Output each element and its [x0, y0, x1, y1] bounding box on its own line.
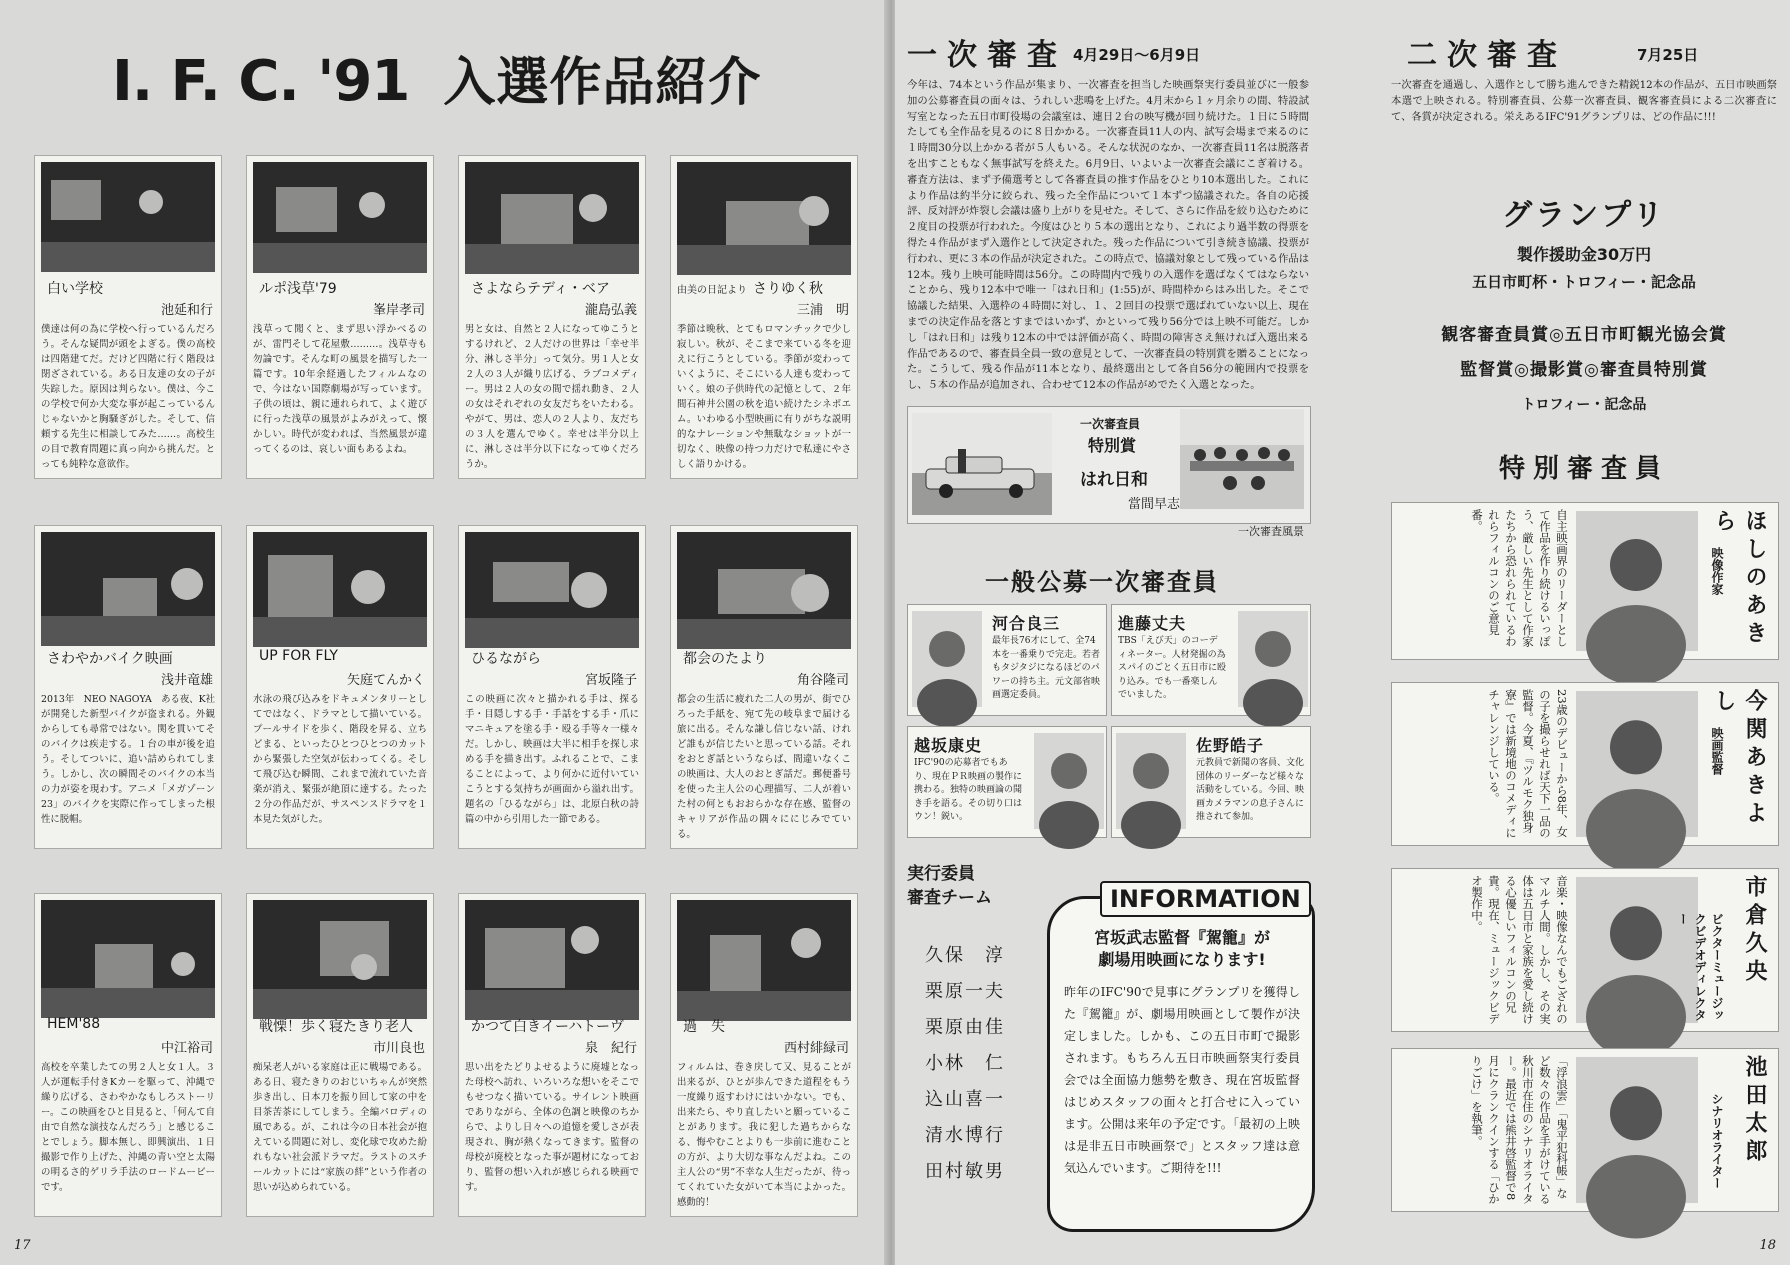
film-synopsis: 都会の生活に疲れた二人の男が、街でひろった手紙を、宛て先の岐阜まで届ける旅に出る。そんな謙し信じない話、けれど誰もが信じたいと思っている話。それをおとぎ話というならば、間違いなくこの映画は、大人のおとぎ話だ。郵便番号を使った主人公の心理描写、二人が着いた村の何ともおおらかな存在感、監督のキャリアが作品の隅々ににじみでている。 [677, 694, 851, 840]
film-title-line [41, 1016, 100, 1032]
car-photo [912, 413, 1052, 515]
film-title-line [465, 1016, 624, 1036]
film-director: 峯岸孝司 [372, 303, 425, 318]
committee-member: 栗原由佳 [925, 1017, 1005, 1038]
film-director: 泉 紀行 [584, 1041, 637, 1056]
special-judges-title: 特別審査員 [1498, 454, 1669, 484]
film-synopsis: 男と女は、自然と２人になってゆこうとするけれど、２人だけの世界は「幸せ半分、淋しさ半分」って気分。男１人と女２人の３人が織り広げる、ラブコメディー。男は２人の女の間で揺れ動き、２人の女はそれぞれの女友だちをいたわる。やがて、男は、恋人の２人より、友だちの３人を選んでゆく。幸せは半分以上に、淋しさは半分以下になってゆくだろうか。 [465, 324, 639, 470]
film-director: 矢庭てんかく [346, 673, 425, 688]
committee-member: 込山喜一 [925, 1089, 1005, 1110]
information-box [1047, 885, 1315, 1232]
judge-portrait [1116, 733, 1186, 829]
film-still-photo [677, 900, 851, 1010]
first-review-body: 今年は、74本という作品が集まり、一次審査を担当した映画祭実行委員並びに一般参加の公募審査員の面々は、うれしい悲鳴を上げた。4月末から１ヶ月余りの間、特設試写室となった五日市町役場の会議室は、連日２台の映写機が回り続けた。１日に５時間たしても全作品を見るのに８日かかる。一次審査員11人の内、試写会場まで来るのに１時間30分以上かかる者が５人もいる。そんな状況のなか、一次審査員11名は脱落者を出すこともなく無事試写を終えた。6月9日、いよいよ一次審査会議にこぎ着ける。審査方法は、まず予備選考として各審査員の推す作品をひとり10本選出した。これにより作品は約半分に絞られ、残った全作品について１本ずつ協議された。各自の応援評、反対評が炸裂し会議は盛り上がりを見せた。そして、さらに作品を絞り込むために２度目の投票が行われた。今度はひとり５本の選出となり、これにより過半数の得票を得た４作品がまず入選作として決定された。残った作品について引き続き協議、投票が行われ、更に３本の作品が決定された。この時点で、協議対象として残っている作品は12本。残り上映可能時間は56分。この時間内で残りの入選作を選ばなくてはならないことから、残り12本中で唯一「はれ日和」(1:55)が、時間枠からはみ出した。そこで協議した結果、入選枠の４時間に対し、１、２回目の投票で選ばれていない以上、現在までの決定作品を落とすまではいかず、かといって残り56分では上映不可能だ。しかし「はれ日和」は残り12本の中では評価が高く、時間の障害さえ無ければ入選出来る作品であるので、審査員全員一致の意見として、一次審査員の特別賞を贈ることになった。こうして、残る作品が11本となり、最終選出として各自56分の範囲内で投票をし、５本の作品が追加され、合わせて12本の作品がめでたく入選となった。 [907, 79, 1310, 392]
film-synopsis: 高校を卒業したての男２人と女１人。３人が運転手付きKカーを駆って、沖縄で繰り広げる、さわやかなもしろストーリー。この映画をひと目見ると、「何んて自由で自然な演技なんだろう」と感じることでしょう。脚本無し、即興演出、１日撮影で作り上げた、沖縄の青い空と太陽の明るさ的ゲリラ手法のロードムービーです。 [41, 1062, 215, 1193]
film-card [670, 893, 858, 1217]
film-title: HEM'88 [47, 1016, 101, 1032]
second-review-date: 7月25日 [1637, 46, 1699, 64]
special-judge-portrait [1576, 1057, 1698, 1203]
award-label-2: 特別賞 [1088, 436, 1137, 455]
special-judge-description: 自主映画界のリーダーとして作品を作り続けるいっぽう、厳しい先生として作家たちから恐れられているわれらフィルコンのご意見番。 [1470, 509, 1569, 647]
film-still-photo [465, 900, 639, 1010]
special-judge-role: 映像作家 [1710, 547, 1724, 595]
film-card [670, 155, 858, 479]
film-still-photo [465, 532, 639, 642]
grand-prix-items: 五日市町杯・トロフィー・記念品 [1472, 273, 1696, 291]
film-synopsis: フィルムは、巻き戻して又、見ることが出来るが、ひとが歩んできた道程をもう一度繰り返すわけにはいかない。でも、出来たら、やり直したいと願っていることがあります。我に犯した過ちからなる、悔やむことよりも一歩前に進むことの方が、より大切な事なんだよね。この主人公の“男”不幸な人生だったが、待ってくれていた女がいて本当によかった。感動的！ [677, 1062, 851, 1208]
film-still-photo [677, 162, 851, 272]
public-judges-title: 一般公募一次審査員 [985, 568, 1219, 596]
special-judge-name: 今関あきよし [1711, 689, 1767, 829]
film-card [458, 893, 646, 1217]
special-judge-role: シナリオライター [1710, 1093, 1724, 1189]
grand-prix-prize: 製作援助金30万円 [1516, 245, 1652, 264]
film-card [246, 525, 434, 849]
committee-header [907, 862, 992, 910]
film-director: 瀧島弘義 [584, 303, 637, 318]
first-review-title: 一次審査 [907, 38, 1067, 73]
film-title-line [677, 648, 767, 668]
special-judge-portrait [1576, 511, 1698, 651]
committee-member: 清水博行 [925, 1125, 1005, 1146]
awards-line-1: 観客審査員賞◎五日市町観光協会賞 [1441, 325, 1727, 345]
public-judge-card [907, 604, 1107, 716]
film-synopsis: 2013年 NEO NAGOYA ある夜、K社が開発した新型バイクが盗まれる。外観からしても尋常ではない。関を貫いてそのバイクは疾走する。１台の車が後を追う。そしてついに、追い詰められてしまう。しかし、次の瞬間そのバイクの本当の力が姿を現わす。アニメ「メガゾーン23」のバイクを実際に作ってしまった根性に脱帽。 [41, 694, 215, 825]
film-card [458, 525, 646, 849]
film-director: 市川良也 [372, 1041, 425, 1056]
awards-items: トロフィー・記念品 [1521, 397, 1647, 413]
public-judge-card [907, 726, 1107, 838]
film-still-photo [41, 900, 215, 1010]
judge-portrait [1238, 611, 1308, 707]
committee-title-1: 実行委員 [907, 864, 975, 884]
film-director: 三浦 明 [796, 303, 849, 318]
film-card [34, 155, 222, 479]
film-title: UP FOR FLY [259, 648, 338, 664]
special-award-panel [907, 406, 1311, 538]
film-director: 浅井竜雄 [160, 673, 213, 688]
film-director: 宮坂隆子 [584, 673, 637, 688]
special-judge-description: 23歳のデビューから8年、女の子を撮らせれば天下一品の監督。今夏、『ツルモク独身寮』では新境地のコメディにチャレンジしている。 [1487, 689, 1569, 839]
special-judge-card [1391, 682, 1779, 846]
committee-member: 小林 仁 [925, 1053, 1005, 1074]
second-review-title: 二次審査 [1407, 38, 1567, 73]
page-number-right: 18 [1759, 1238, 1776, 1253]
public-judge-card [1111, 726, 1311, 838]
film-title-line [253, 1016, 413, 1036]
film-title-line [677, 278, 823, 298]
film-synopsis: 僕達は何の為に学校へ行っているんだろう。そんな疑問が頭をよぎる。僕の高校は四階建てだ。だけど四階に行く階段は閉ざされている。ある日友達の女の子が失踪した。原因は判らない。僕は、今この学校で何か大変な事が起こっているんじゃないかと胸騒ぎがした。そして、信頼する先生に相談してみた……。高校生の目で教育問題に真っ向から挑んだ。とっても純粋な意欲作。 [41, 324, 215, 470]
review-scene-photo [1180, 409, 1304, 509]
film-card [458, 155, 646, 479]
special-judge-card [1391, 502, 1779, 660]
grand-prix-block [1391, 190, 1777, 414]
film-director: 角谷隆司 [796, 673, 849, 688]
film-title-line [253, 278, 337, 298]
committee-title-2: 審査チーム [907, 888, 992, 908]
film-title: 過 失 [683, 1019, 725, 1035]
judge-name: 進藤丈夫 [1118, 614, 1187, 633]
film-director: 中江裕司 [160, 1041, 213, 1056]
title-en: I. F. C. '91 [112, 49, 410, 114]
film-synopsis: 水泳の飛び込みをドキュメンタリーとしてではなく、ドラマとして描いている。プールサイドを歩く、階段を昇る、立ちどまる、といったひとつひとつのカットから緊張した空気が伝わってくる。そして飛び込む瞬間、これまで流れていた音楽が消え、緊張が絶頂に達する。たった２分の作品だが、サスペンスドラマを１本見た気がした。 [253, 694, 427, 825]
scene-caption: 一次審査風景 [1238, 525, 1304, 538]
special-judge-portrait [1576, 877, 1698, 1023]
film-still-photo [677, 532, 851, 642]
right-page [895, 0, 1790, 1265]
film-title: さわやかバイク映画 [47, 651, 173, 667]
judge-name: 河合良三 [992, 614, 1061, 633]
special-judge-role: ビクターミュージックビデオディレクター [1676, 913, 1724, 1021]
information-body: 昨年のIFC'90で見事にグランプリを獲得した『駕籠』が、劇場用映画として製作が決定しました。しかも、この五日市町で撮影されます。もちろん五日市映画祭実行委員会では全面協力態勢を敷き、現在宮坂監督はじめスタッフの面々と打合せに入っています。公開は来年の予定です。「最初の上映は是非五日市映画祭で」とスタッフ達は意気込んでいます。ご期待を!!! [1064, 985, 1300, 1175]
second-review-body: 一次審査を通過し、入選作として勝ち進んできた精鋭12本の作品が、五日市映画祭本選で上映される。特別審査員、公募一次審査員、観客審査員による二次審査にて、各賞が決定される。栄えあるIFC'91グランプリは、どの作品に!!! [1391, 79, 1777, 123]
special-judge-name: ほしのあきら [1711, 509, 1767, 649]
film-card [246, 893, 434, 1217]
film-still-photo [253, 900, 427, 1010]
film-title-prefix: 由美の日記より [677, 285, 747, 296]
award-label-1: 一次審査員 [1080, 417, 1141, 431]
information-label: INFORMATION [1100, 881, 1311, 917]
film-director: 池延和行 [160, 303, 213, 318]
film-card [670, 525, 858, 849]
title-jp: 入選作品紹介 [443, 53, 762, 113]
committee-member: 栗原一夫 [925, 981, 1005, 1002]
grand-prix-title: グランプリ [1502, 198, 1666, 233]
special-judge-role: 映画監督 [1710, 727, 1724, 775]
special-judge-card [1391, 868, 1779, 1032]
judge-name: 佐野皓子 [1196, 736, 1265, 755]
special-judge-name: 池田太郎 [1742, 1055, 1767, 1167]
film-director: 西村緋緑司 [783, 1041, 849, 1056]
committee-member: 田村敏男 [925, 1161, 1005, 1182]
judge-name: 越坂康史 [914, 736, 983, 755]
awards-line-2: 監督賞◎撮影賞◎審査員特別賞 [1460, 360, 1708, 380]
judge-portrait [1034, 733, 1104, 829]
special-judge-description: 音楽・映像なんでもござれのマルチ人間。しかし、その実体は五日市と家族を愛し続ける心優しいフィルコンの兄貴。現在、ミュージックビデオ製作中。 [1470, 875, 1569, 1025]
information-headline [1064, 927, 1300, 971]
page-title [112, 40, 761, 115]
film-title-line [465, 648, 541, 668]
award-director: 當間早志 [1128, 497, 1181, 512]
information-headline-2: 劇場用映画になります! [1098, 950, 1266, 969]
film-synopsis: 痴呆老人がいる家庭は正に戦場である。ある日、寝たきりのおじいちゃんが突然歩き出し、日本刀を振り回して家の中を目茶苦茶にしてしまう。全編パロディの風である。が、これは今の日本社会が抱えている問題に対し、変化球で攻めた紛れもない社会派ドラマだ。ラストのスチールカットには“家族の絆”という作者の思いが込められている。 [253, 1062, 427, 1193]
film-synopsis: 思い出をたどりよせるように廃墟となった母校へ訪れ、いろいろな想いをそこでもせつなく描いている。サイレント映画でありながら、全体の色調と映像のちからで、よりし日々への追憶を愛しさが表現され、胸が熱くなってきます。監督の母校が廃校となった事が題材になっており、監督の想い入れが感じられる映画です。 [465, 1062, 639, 1193]
film-title-line [465, 278, 610, 298]
film-card [34, 893, 222, 1217]
film-title-line [677, 1016, 725, 1036]
film-title: ひるながら [471, 651, 541, 667]
information-headline-1: 宮坂武志監督『駕籠』が [1093, 928, 1270, 947]
film-synopsis: 季節は晩秋、とてもロマンチックで少し寂しい。秋が、そこまで来ている冬を迎えに行こうとしている。季節が変わっていくように、そこにいる人達も変わっていく。娘の子供時代の記憶として、２年間石神井公園の秋を追い続けたシネポエム。いわゆる小型映画に有りがちな説明的なナレーションや無駄なショットが一切なく、映像の持つ力だけで私達にやさしく語りかける。 [677, 324, 851, 470]
committee-list [925, 938, 1005, 1190]
award-film: はれ日和 [1080, 470, 1148, 490]
special-judge-card [1391, 1048, 1779, 1212]
film-still-photo [253, 162, 427, 272]
film-still-photo [253, 532, 427, 642]
film-synopsis: 浅草って聞くと、まず思い浮かべるのが、雷門そして花屋敷………。浅草寺も勿論です。そんな町の風景を描写した一篇です。10年余経過したフィルムなので、今はない国際劇場が写っています。子供の頃は、親に連れられて、よく遊びに行った浅草の風景がよみがえって、懐かしい。時代が変われば、当然風景が違ってくるのは、哀しい面もあるよね。 [253, 324, 427, 455]
film-card [246, 155, 434, 479]
film-title: 白い学校 [47, 281, 103, 297]
film-still-photo [41, 532, 215, 642]
film-synopsis: この映画に次々と描かれる手は、探る手・目隠しする手・手話をする手・爪にマニキュアを塗る手・殴る手等々一様々だ。しかし、映画は大半に相手を探し求める手を描き出す。ふれることで、こまることによって、より何かに近付いていこうとする気持ちが画面から溢れ出す。題名の「ひるながら」は、北原白秋の詩篇の中から引用した一節である。 [465, 694, 639, 825]
page-number-left: 17 [14, 1238, 31, 1253]
film-title: ルポ浅草'79 [259, 281, 337, 297]
special-judge-description: 「浮浪雲」「鬼平犯科帳」など数々の作品を手がけている秋川市在住のシナリオライター。最近では熊井啓監督で8月にクランクインする「ひかりごけ」を執筆。 [1470, 1055, 1569, 1205]
judge-description: 最年長76才にして、全74本を一番乗りで完走。若者もタジタジになるほどのパワーの持ち主。元文部省映画選定委員。 [992, 636, 1101, 700]
judge-portrait [912, 611, 982, 707]
public-judge-card [1111, 604, 1311, 716]
committee-member: 久保 淳 [925, 945, 1005, 966]
special-judge-portrait [1576, 691, 1698, 837]
first-review-date: 4月29日～6月9日 [1073, 46, 1201, 64]
left-page [0, 0, 888, 1265]
film-still-photo [465, 162, 639, 272]
film-title: 戦慄！歩く寝たきり老人 [259, 1019, 413, 1035]
film-card [34, 525, 222, 849]
film-title: さりゆく秋 [753, 281, 823, 297]
film-still-photo [41, 162, 215, 272]
judge-description: IFC'90の応募者でもあり、現在ＰＲ映画の製作に携わる。独特の映画論の聞き手を語る。その切り口は ウン！鋭い。 [914, 758, 1023, 822]
film-title-line [41, 278, 103, 298]
judge-description: 元教員で新聞の客員、文化団体のリーダーなど様々な活動をしている。今回、映画カメラマンの息子さんに推されて参加。 [1196, 758, 1305, 822]
special-judge-name: 市倉久央 [1742, 875, 1767, 987]
film-title-line [253, 648, 338, 664]
film-title-line [41, 648, 173, 668]
film-title: かつて白きイーハトーヴ [471, 1019, 625, 1035]
film-title: 都会のたより [683, 651, 767, 667]
film-title: さよならテディ・ベア [471, 281, 610, 297]
judge-description: TBS「えび天」のコーディネーター。人材発掘の為スパイのごとく五日市に殴り込み。でも一番楽しんでいました。 [1118, 636, 1227, 700]
